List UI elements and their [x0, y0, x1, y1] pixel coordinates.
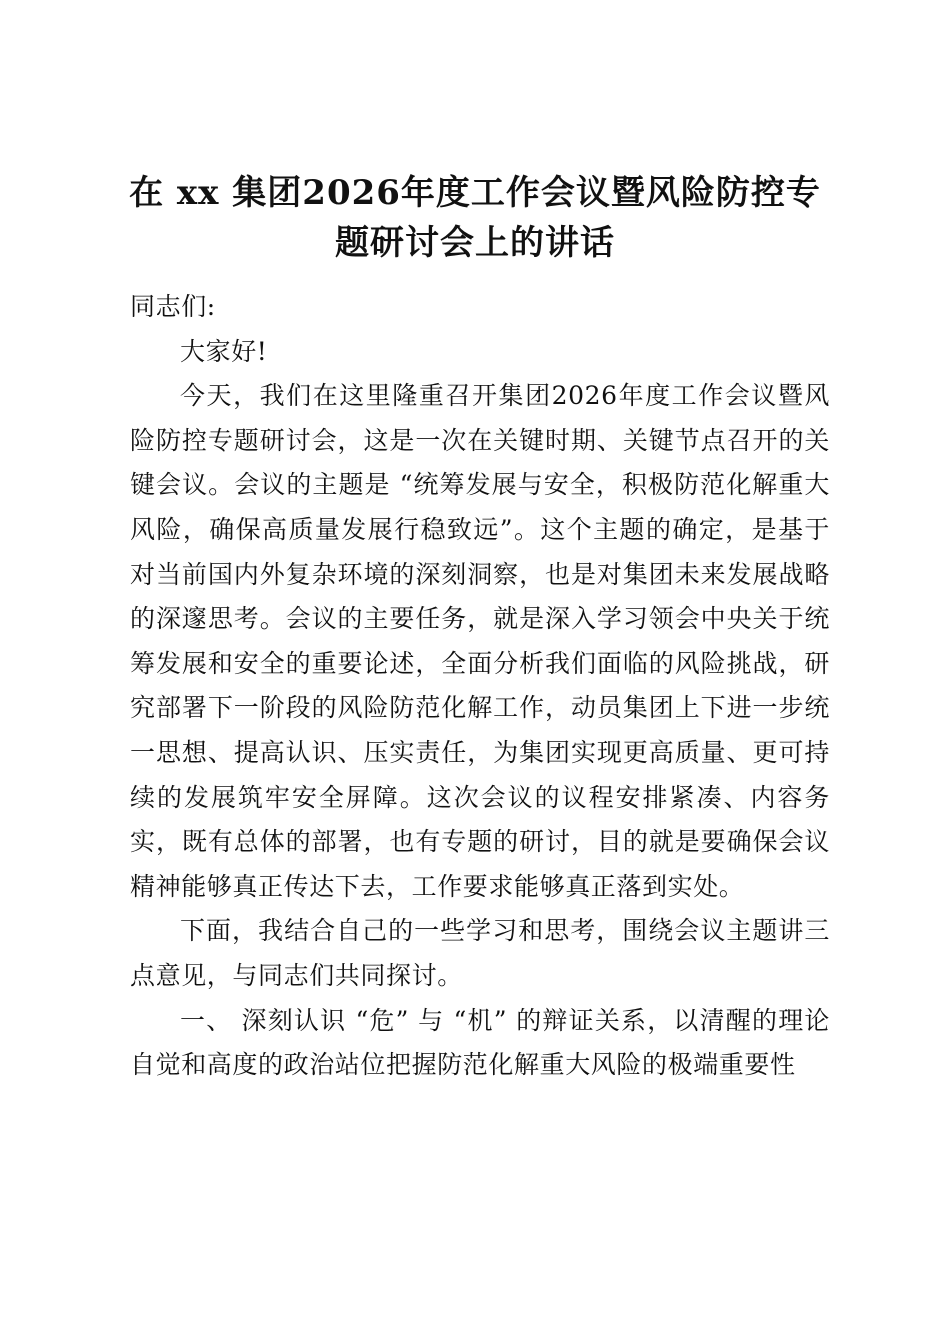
paragraph-opening: 今天，我们在这里隆重召开集团2026年度工作会议暨风险防控专题研讨会，这是一次在关键时期、关键节点召开的关键会议。会议的主题是 “统筹发展与安全，积极防范化解重大风险，确保高质量发展行稳致远”。这个主题的确定，是基于对当前国内外复杂环境的深刻洞察，也是对集团未来发展战略的深邃思考。会议的主要任务，就是深入学习领会中央关于统筹发展和安全的重要论述，全面分析我们面临的风险挑战，研究部署下一阶段的风险防范化解工作，动员集团上下进一步统一思想、提高认识、压实责任，为集团实现更高质量、更可持续的发展筑牢安全屏障。这次会议的议程安排紧凑、内容务实，既有总体的部署，也有专题的研讨，目的就是要确保会议精神能够真正传达下去，工作要求能够真正落到实处。 — [130, 381, 830, 901]
document-title — [120, 168, 830, 268]
paragraph-transition: 下面，我结合自己的一些学习和思考，围绕会议主题讲三点意见，与同志们共同探讨。 — [130, 916, 830, 990]
salutation: 同志们: — [130, 292, 216, 321]
title-line-1: 在 xx 集团2026年度工作会议暨风险防控专 — [129, 173, 821, 213]
title-line-2: 题研讨会上的讲话 — [335, 223, 615, 263]
section-heading-1: 一、 深刻认识 “危” 与 “机” 的辩证关系，以清醒的理论自觉和高度的政治站位把握防范化解重大风险的极端重要性 — [130, 1005, 830, 1080]
document-body — [130, 285, 830, 1088]
greeting: 大家好! — [180, 336, 268, 366]
